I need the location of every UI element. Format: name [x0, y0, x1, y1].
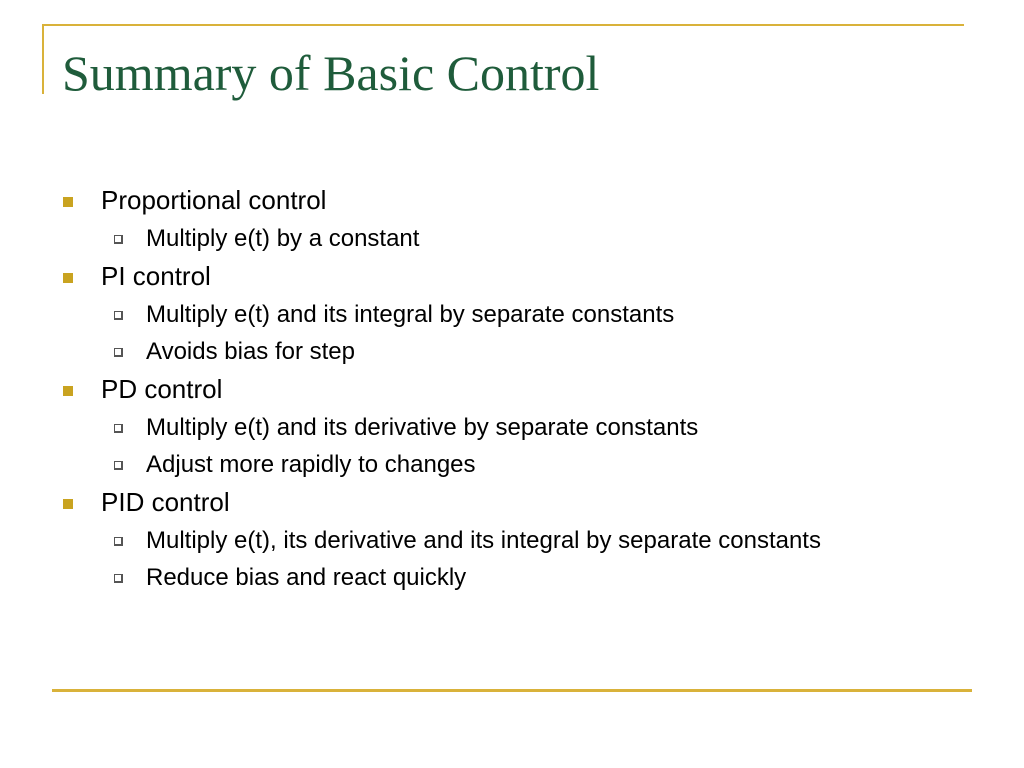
sub-bullet-text: Multiply e(t) and its integral by separate constants: [146, 301, 675, 328]
bullet-item: [0, 370, 1024, 409]
hollow-square-bullet-icon: [114, 311, 123, 320]
sub-bullet-item: [0, 220, 1024, 257]
sub-bullet-text: Avoids bias for step: [146, 338, 356, 365]
frame-left-line: [42, 24, 44, 94]
bullet-item: [0, 181, 1024, 220]
sub-bullet-text: Multiply e(t) by a constant: [146, 225, 420, 252]
hollow-square-bullet-icon: [114, 424, 123, 433]
bullet-text: PD control: [101, 374, 223, 404]
sub-bullet-item: [0, 559, 1024, 596]
bullet-item: [0, 257, 1024, 296]
bullet-list: [0, 181, 1024, 596]
hollow-square-bullet-icon: [114, 537, 123, 546]
hollow-square-bullet-icon: [114, 574, 123, 583]
sub-bullet-item: [0, 409, 1024, 446]
bullet-text: Proportional control: [101, 185, 327, 215]
sub-bullet-item: [0, 446, 1024, 483]
hollow-square-bullet-icon: [114, 348, 123, 357]
square-bullet-icon: [63, 273, 73, 283]
sub-bullet-item: [0, 333, 1024, 370]
sub-bullet-item: [0, 522, 1024, 559]
bullet-item: [0, 483, 1024, 522]
square-bullet-icon: [63, 386, 73, 396]
sub-bullet-text: Reduce bias and react quickly: [146, 564, 467, 591]
frame-top-line: [42, 24, 964, 26]
sub-bullet-text: Adjust more rapidly to changes: [146, 451, 476, 478]
sub-bullet-text: Multiply e(t), its derivative and its integral by separate constants: [146, 527, 821, 554]
bullet-text: PID control: [101, 487, 230, 517]
sub-bullet-text: Multiply e(t) and its derivative by separate constants: [146, 414, 699, 441]
hollow-square-bullet-icon: [114, 235, 123, 244]
footer-rule: [52, 689, 972, 692]
square-bullet-icon: [63, 197, 73, 207]
bullet-text: PI control: [101, 261, 211, 291]
sub-bullet-item: [0, 296, 1024, 333]
slide-title: Summary of Basic Control: [62, 45, 600, 101]
square-bullet-icon: [63, 499, 73, 509]
hollow-square-bullet-icon: [114, 461, 123, 470]
